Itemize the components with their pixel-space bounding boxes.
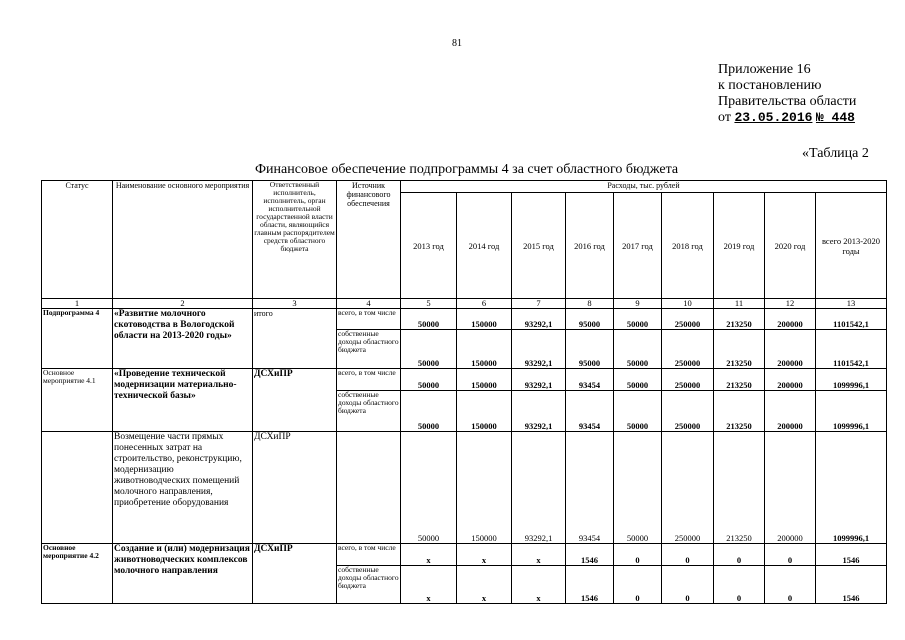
value-cell: 1101542,1 (816, 309, 887, 330)
source-cell: всего, в том числе (337, 369, 401, 391)
value-cell: 50000 (401, 330, 457, 369)
executor-cell: ДСХиПР (253, 432, 337, 544)
value-cell: x (457, 566, 512, 604)
value-cell: 93454 (566, 369, 614, 391)
value-cell: 150000 (457, 369, 512, 391)
value-cell: 150000 (457, 432, 512, 544)
table-row (42, 544, 887, 566)
source-cell: всего, в том числе (337, 309, 401, 330)
header-year-2016: 2016 год (566, 193, 614, 299)
value-cell: 150000 (457, 309, 512, 330)
column-number: 9 (614, 299, 662, 309)
value-cell: 213250 (714, 330, 765, 369)
value-cell: 50000 (401, 391, 457, 432)
value-cell: 95000 (566, 309, 614, 330)
value-cell: 93292,1 (512, 391, 566, 432)
value-cell: 95000 (566, 330, 614, 369)
value-cell: 250000 (662, 391, 714, 432)
value-cell: 250000 (662, 432, 714, 544)
header-name: Наименование основного мероприятия (113, 181, 253, 299)
value-cell: 0 (765, 544, 816, 566)
value-cell: 250000 (662, 330, 714, 369)
source-cell: собственные доходы областного бюджета (337, 566, 401, 604)
source-cell: собственные доходы областного бюджета (337, 330, 401, 369)
column-number: 10 (662, 299, 714, 309)
header-year-2020: 2020 год (765, 193, 816, 299)
appendix-line-1: Приложение 16 (718, 62, 811, 77)
value-cell: x (512, 544, 566, 566)
value-cell: 1546 (816, 566, 887, 604)
page-number: 81 (452, 38, 462, 49)
appendix-line-4 (718, 110, 856, 126)
value-cell: 1099996,1 (816, 391, 887, 432)
value-cell: x (401, 544, 457, 566)
value-cell: 1099996,1 (816, 432, 887, 544)
table-title: Финансовое обеспечение подпрограммы 4 за счет областного бюджета (255, 162, 679, 177)
column-number-row (42, 299, 887, 309)
value-cell: 150000 (457, 391, 512, 432)
column-number: 1 (42, 299, 113, 309)
value-cell: 93292,1 (512, 309, 566, 330)
value-cell: 1099996,1 (816, 369, 887, 391)
value-cell: 0 (662, 566, 714, 604)
value-cell: 50000 (401, 369, 457, 391)
value-cell: x (512, 566, 566, 604)
appendix-line-2: к постановлению (718, 78, 822, 93)
table-label: «Таблица 2 (802, 146, 869, 161)
table-row (42, 309, 887, 330)
value-cell: 200000 (765, 432, 816, 544)
table-row (42, 432, 887, 544)
column-number: 7 (512, 299, 566, 309)
value-cell: 93454 (566, 391, 614, 432)
status-cell: Основное мероприятие 4.1 (42, 369, 113, 432)
name-cell: «Развитие молочного скотоводства в Вологодской области на 2013-2020 годы» (113, 309, 253, 369)
header-expenses: Расходы, тыс. рублей (401, 181, 887, 193)
name-cell: Создание и (или) модернизация животноводческих комплексов молочного направления (113, 544, 253, 604)
value-cell: 93292,1 (512, 432, 566, 544)
value-cell: 0 (714, 566, 765, 604)
column-number: 5 (401, 299, 457, 309)
value-cell: 1546 (566, 566, 614, 604)
value-cell: 93292,1 (512, 330, 566, 369)
column-number: 3 (253, 299, 337, 309)
header-year-2018: 2018 год (662, 193, 714, 299)
executor-cell: ДСХиПР (253, 544, 337, 604)
finance-table (41, 180, 887, 604)
source-cell (337, 432, 401, 544)
value-cell: x (457, 544, 512, 566)
value-cell: 50000 (401, 432, 457, 544)
executor-cell: ДСХиПР (253, 369, 337, 432)
source-cell: всего, в том числе (337, 544, 401, 566)
value-cell: 50000 (614, 309, 662, 330)
name-cell: «Проведение технической модернизации материально-технической базы» (113, 369, 253, 432)
value-cell: 50000 (614, 369, 662, 391)
value-cell: 250000 (662, 309, 714, 330)
value-cell: x (401, 566, 457, 604)
executor-cell: итого (253, 309, 337, 369)
column-number: 4 (337, 299, 401, 309)
column-number: 11 (714, 299, 765, 309)
value-cell: 1101542,1 (816, 330, 887, 369)
value-cell: 213250 (714, 369, 765, 391)
value-cell: 200000 (765, 309, 816, 330)
value-cell: 213250 (714, 432, 765, 544)
column-number: 6 (457, 299, 512, 309)
header-source: Источник финансового обеспечения (337, 181, 401, 299)
value-cell: 0 (614, 544, 662, 566)
name-cell: Возмещение части прямых понесенных затрат на строительство, реконструкцию, модернизацию животноводческих помещений молочного направления, приобретение оборудования (113, 432, 253, 544)
status-cell: Подпрограмма 4 (42, 309, 113, 369)
value-cell: 0 (614, 566, 662, 604)
value-cell: 200000 (765, 330, 816, 369)
column-number: 13 (816, 299, 887, 309)
column-number: 8 (566, 299, 614, 309)
value-cell: 0 (765, 566, 816, 604)
value-cell: 93454 (566, 432, 614, 544)
status-cell: Основное мероприятие 4.2 (42, 544, 113, 604)
header-executor: Ответственный исполнитель, исполнитель, орган исполнительной государственной власти области, являющийся главным распорядителем средств областного бюджета (253, 181, 337, 299)
value-cell: 50000 (401, 309, 457, 330)
value-cell: 50000 (614, 432, 662, 544)
source-cell: собственные доходы областного бюджета (337, 391, 401, 432)
appendix-number: № 448 (815, 110, 855, 125)
header-year-2019: 2019 год (714, 193, 765, 299)
value-cell: 213250 (714, 309, 765, 330)
value-cell: 50000 (614, 391, 662, 432)
status-cell (42, 432, 113, 544)
appendix-from: от (718, 110, 731, 125)
header-year-2015: 2015 год (512, 193, 566, 299)
header-year-2014: 2014 год (457, 193, 512, 299)
column-number: 12 (765, 299, 816, 309)
value-cell: 1546 (816, 544, 887, 566)
header-year-2013: 2013 год (401, 193, 457, 299)
appendix-block (718, 62, 856, 126)
value-cell: 213250 (714, 391, 765, 432)
appendix-date: 23.05.2016 (734, 110, 813, 125)
value-cell: 50000 (614, 330, 662, 369)
value-cell: 200000 (765, 391, 816, 432)
table-row (42, 369, 887, 391)
appendix-line-3: Правительства области (718, 94, 857, 109)
value-cell: 1546 (566, 544, 614, 566)
value-cell: 200000 (765, 369, 816, 391)
header-year-2017: 2017 год (614, 193, 662, 299)
header-status: Статус (42, 181, 113, 299)
value-cell: 250000 (662, 369, 714, 391)
value-cell: 0 (714, 544, 765, 566)
column-number: 2 (113, 299, 253, 309)
header-total: всего 2013-2020 годы (816, 193, 887, 299)
value-cell: 0 (662, 544, 714, 566)
value-cell: 150000 (457, 330, 512, 369)
value-cell: 93292,1 (512, 369, 566, 391)
